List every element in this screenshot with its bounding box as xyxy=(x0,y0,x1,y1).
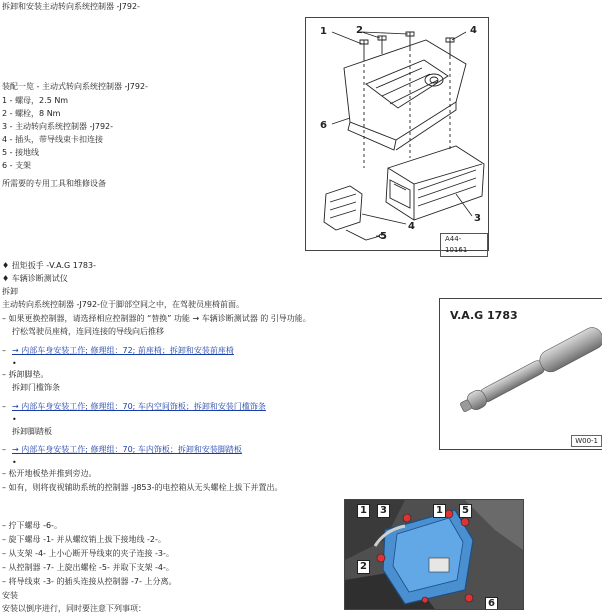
callout-1-right: 1 xyxy=(433,504,446,518)
step-text: – 从支架 -4- 上小心断开导线束的夹子连接 -3-。 xyxy=(2,549,174,558)
part-item: 1 - 螺母，2.5 Nm xyxy=(2,96,69,105)
torque-wrench-drawing xyxy=(440,299,602,449)
callout-3: 3 xyxy=(474,213,481,224)
exploded-view-drawing xyxy=(306,18,488,250)
callout-2: 2 xyxy=(357,560,370,574)
dot-marker: • xyxy=(12,359,17,368)
link-door-sill[interactable]: → 内部车身安装工作; 修理组：70; 车内空间饰板；拆卸和安装门槛饰条 xyxy=(12,402,266,411)
figure-code: W00-1 xyxy=(571,435,602,447)
step-text: – 从控制器 -7- 上旋出螺栓 -5- 并取下支架 -4-。 xyxy=(2,563,174,572)
tools-heading: 所需要的专用工具和维修设备 xyxy=(2,179,106,188)
bullet-glyph: ♦ xyxy=(2,261,10,270)
callout-2: 2 xyxy=(356,25,363,36)
parts-list xyxy=(2,94,113,172)
exploded-view-figure xyxy=(305,17,489,254)
tool-name: V.A.G 1783 xyxy=(450,309,518,322)
link-front-seat[interactable]: → 内部车身安装工作; 修理组：72; 前座椅；拆卸和安装前座椅 xyxy=(12,346,234,355)
tool-label: 车辆诊断测试仪 xyxy=(11,274,68,283)
tool-item xyxy=(2,272,68,285)
assembly-heading: 装配一览 - 主动式转向系统控制器 -J792- xyxy=(2,82,148,91)
step-text: – 如有，则将夜视辅助系统的控制器 -J853-的电控箱从无头螺栓上拔下并置出。 xyxy=(2,483,283,492)
step-text: 拧松驾驶员座椅，连同连接的导线向后推移 xyxy=(12,327,164,336)
dash-marker: – xyxy=(2,346,6,355)
dash-marker: – xyxy=(2,445,6,454)
removal-heading: 拆卸 xyxy=(2,287,18,296)
step-text: – 拆卸脚垫。 xyxy=(2,370,49,379)
callout-5: 5 xyxy=(459,504,472,518)
figure-code: A44-10161 xyxy=(440,233,488,257)
part-item: 2 - 螺栓，8 Nm xyxy=(2,109,61,118)
step-text: – 如果更换控制器，请选择相应控制器的 “替换” 功能 → 车辆诊断测试器 的 引导功能。 xyxy=(2,314,311,323)
install-heading: 安装 xyxy=(2,591,18,600)
bullet-glyph: ♦ xyxy=(2,274,10,283)
step-text: – 松开地板垫并推到旁边。 xyxy=(2,469,97,478)
callout-5: 5 xyxy=(380,231,387,242)
callout-1: 1 xyxy=(320,26,327,37)
installed-location-photo xyxy=(344,499,524,610)
step-text: – 旋下螺母 -1- 并从螺纹销上拔下接地线 -2-。 xyxy=(2,535,166,544)
step-text: – 拧下螺母 -6-。 xyxy=(2,521,62,530)
page-title: 拆卸和安装主动转向系统控制器 -J792- xyxy=(2,2,140,11)
install-note: 安装以倒序进行，同时要注意下列事项： xyxy=(2,604,146,613)
step-text: 拆卸脚踏板 xyxy=(12,427,52,436)
step-text: – 将导线束 -3- 的插头连接从控制器 -7- 上分离。 xyxy=(2,577,177,586)
part-item: 5 - 接地线 xyxy=(2,148,40,157)
callout-6: 6 xyxy=(320,120,327,131)
tool-label: 扭矩扳手 -V.A.G 1783- xyxy=(11,261,96,270)
callout-4: 4 xyxy=(408,221,415,232)
dot-marker: • xyxy=(12,458,17,467)
callout-1: 1 xyxy=(357,504,370,518)
torque-wrench-figure xyxy=(439,298,602,450)
callout-3: 3 xyxy=(377,504,390,518)
callout-6: 6 xyxy=(485,597,498,610)
tool-item xyxy=(2,259,96,272)
part-item: 3 - 主动转向系统控制器 -J792- xyxy=(2,122,114,131)
dash-marker: – xyxy=(2,402,6,411)
step-text: 拆卸门槛饰条 xyxy=(12,383,60,392)
dot-marker: • xyxy=(12,415,17,424)
part-item: 4 - 插头，带导线束卡扣连接 xyxy=(2,135,104,144)
location-note: 主动转向系统控制器 -J792-位于脚部空间之中，在驾驶员座椅前面。 xyxy=(2,300,244,309)
link-footrest[interactable]: → 内部车身安装工作; 修理组：70; 车内饰板；拆卸和安装脚踏板 xyxy=(12,445,242,454)
part-item: 6 - 支架 xyxy=(2,161,32,170)
callout-4-top: 4 xyxy=(470,25,477,36)
